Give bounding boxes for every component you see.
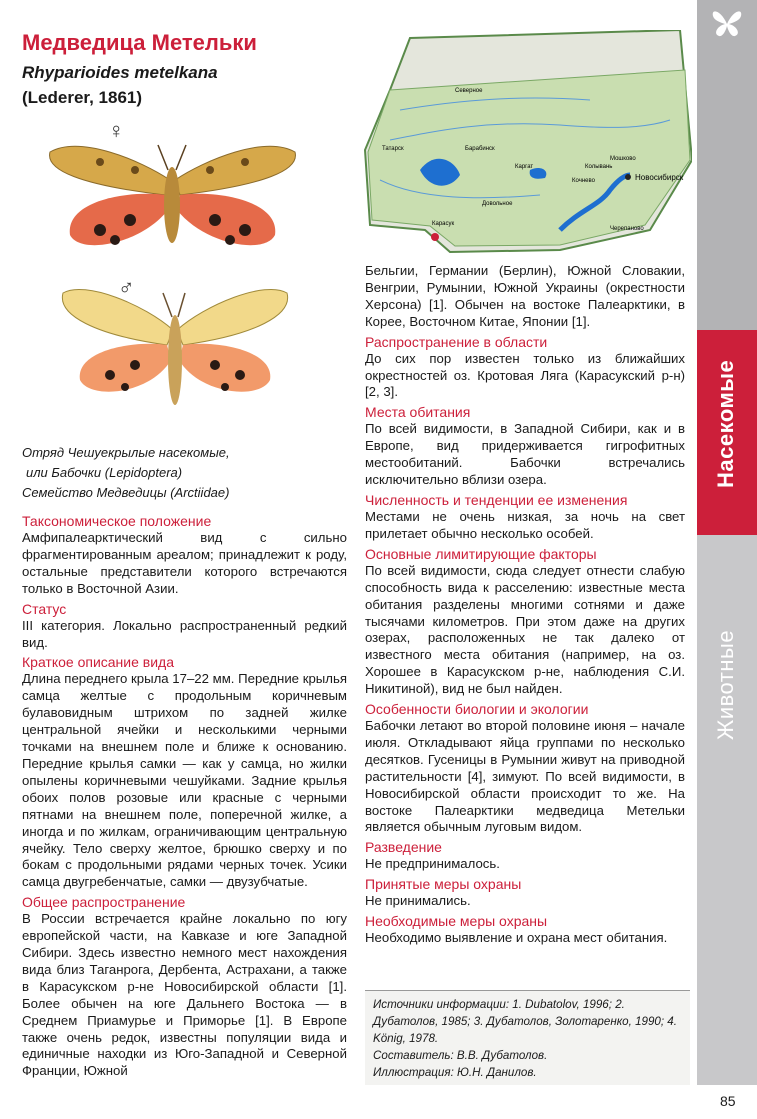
page-title: Медведица Метельки bbox=[22, 30, 257, 55]
left-column bbox=[22, 513, 347, 1083]
map-label-moshkovo: Мошково bbox=[610, 156, 636, 162]
section-text: Необходимо выявление и охрана мест обитания. bbox=[365, 930, 668, 946]
section-status bbox=[22, 601, 347, 652]
section-heading: Краткое описание вида bbox=[22, 654, 174, 671]
section-heading: Необходимые меры охраны bbox=[365, 913, 548, 930]
section-description bbox=[22, 654, 347, 891]
section-text: Бабочки летают во второй половине июня – начале июля. Откладывают яйца группами по несколько десятков. Гусеницы в Румынии живут на приводной растительности [4], зимуют. По всей видимости, в Новосибирской области происходит то же. На востоке Палеарктики медведица Метельки является обычным луговым видом. bbox=[365, 718, 685, 835]
section-label-animals: Животные bbox=[713, 629, 738, 740]
section-heading: Общее распространение bbox=[22, 894, 186, 911]
section-text: По всей видимости, в Западной Сибири, как и в Европе, вид придерживается гигрофитных местообитаний. Бабочки встречались исключительно вблизи озера. bbox=[365, 421, 685, 488]
section-label-insects: Насекомые bbox=[713, 359, 738, 488]
female-butterfly-image bbox=[40, 140, 305, 260]
taxonomy-order: Отряд Чешуекрылые насекомые, bbox=[22, 445, 230, 460]
sources-list: Источники информации: 1. Dubatolov, 1996; 2. Дубатолов, 1985; 3. Дубатолов, Золотаренко, 1990; 4. König, 1978. bbox=[373, 998, 677, 1045]
latin-name: Rhyparioides metelkana bbox=[22, 63, 218, 82]
sources-illustrator: Иллюстрация: Ю.Н. Данилов. bbox=[373, 1066, 537, 1079]
section-heading: Основные лимитирующие факторы bbox=[365, 545, 597, 562]
map-label-cherepanovo: Черепаново bbox=[610, 226, 644, 232]
section-heading: Таксономическое положение bbox=[22, 513, 212, 529]
map-label-kochnevo: Кочнево bbox=[572, 178, 595, 184]
section-text: Не принимались. bbox=[365, 893, 471, 909]
section-text: III категория. Локально распространенный редкий вид. bbox=[22, 617, 347, 650]
taxonomy-block bbox=[22, 443, 342, 503]
section-text: Не предпринималось. bbox=[365, 856, 500, 872]
butterfly-icon bbox=[707, 6, 747, 42]
section-heading: Распространение в области bbox=[365, 333, 548, 350]
sidebar-band-bottom bbox=[697, 535, 757, 1119]
female-symbol: ♀ bbox=[108, 118, 125, 143]
section-regional-distribution bbox=[365, 334, 685, 402]
map-label-severnoe: Северное bbox=[455, 88, 483, 94]
section-text: До сих пор известен только из ближайших окрестностей оз. Кротовая Ляга (Карасукский р-н) [2, 3]. bbox=[365, 350, 685, 400]
section-breeding bbox=[365, 839, 685, 873]
right-column bbox=[365, 263, 685, 950]
section-heading: Статус bbox=[22, 600, 67, 617]
section-measures-needed bbox=[365, 913, 685, 947]
page-number: 85 bbox=[720, 1093, 736, 1109]
section-measures-taken bbox=[365, 876, 685, 910]
sources-compiler: Составитель: В.В. Дубатолов. bbox=[373, 1049, 548, 1062]
map-label-barabinsk: Барабинск bbox=[465, 146, 495, 152]
section-general-distribution bbox=[22, 894, 347, 1080]
distribution-continuation: Бельгии, Германии (Берлин), Южной Словакии, Венгрии, Румынии, Южной Украины (окрестности Херсона) [1]. Обычен на востоке Палеарктики, в Корее, Восточном Китае, Японии [1]. bbox=[365, 263, 685, 329]
map-label-tatarsk: Татарск bbox=[382, 146, 404, 152]
species-author: (Lederer, 1861) bbox=[22, 88, 143, 107]
section-biology bbox=[365, 701, 685, 836]
section-text: Длина переднего крыла 17–22 мм. Передние крылья самца желтые с продольным коричневым булавовидным штрихом по задней жилке центральной ячейки и несколькими черными точками на внешнем поле и ближе к основанию. Передние крылья самки — как у самца, но жилки опылены коричневыми чешуйками. Задние крылья обоих полов розовые или красные с черными пятнами на внешнем поле, поперечной жилке, а иногда и по жилкам, ограничивающим центральную ячейку. Тело сверху желтое, брюшко сверху и по бокам с продольными рядами черных точек. Усики самца двугребенчатые, самки — двузубчатые. bbox=[22, 671, 347, 890]
male-symbol: ♂ bbox=[118, 275, 135, 300]
section-heading: Места обитания bbox=[365, 404, 471, 421]
section-heading: Разведение bbox=[365, 839, 442, 856]
map-label-kolyvan: Колывань bbox=[585, 164, 613, 170]
distribution-map bbox=[360, 30, 692, 260]
section-text: Амфипалеарктический вид с сильно фрагментированным ареалом; принадлежит к роду, остальные представители которого встречаются только в Восточной Азии. bbox=[22, 530, 347, 596]
map-label-karasuk: Карасук bbox=[432, 221, 455, 227]
map-label-kargat: Каргат bbox=[515, 164, 534, 170]
taxonomy-family: Семейство Медведицы (Arctiidae) bbox=[22, 485, 230, 500]
map-label-novosibirsk: Новосибирск bbox=[635, 173, 684, 182]
section-abundance bbox=[365, 492, 685, 543]
section-limiting-factors bbox=[365, 546, 685, 698]
section-text: Местами не очень низкая, за ночь на свет прилетает обычно несколько особей. bbox=[365, 508, 685, 541]
section-heading: Особенности биологии и экологии bbox=[365, 701, 589, 718]
section-taxonomic-position bbox=[22, 513, 347, 598]
section-text: По всей видимости, сюда следует отнести слабую способность вида к расселению: известные места обитания разделены многими сотнями и даже тысячами километров. При этом даже на других озерах, расположенных не так далеко от известного места обитания (например, на оз. Хорошее в Карасукском р-не, наблюдения С.И. Никитиной), вид не был найден. bbox=[365, 562, 685, 697]
section-heading: Численность и тенденции ее изменения bbox=[365, 491, 628, 508]
map-label-dovolnoe: Довольное bbox=[482, 201, 513, 207]
male-butterfly-image bbox=[55, 285, 295, 415]
section-heading: Принятые меры охраны bbox=[365, 876, 522, 893]
section-text: В России встречается крайне локально по югу европейской части, на Кавказе и юге Западной Сибири. Здесь известно немного мест нахождения вида близ Таганрога, Дербента, Астрахани, а также в Карасукском р-не Новосибирской области [1]. Более обычен на юге Дальнего Востока — в Среднем Приамурье и Приморье [1]. В Европе также очень редок, известны популяции вида и единичные находки из Юго-Западной и Северной Франции, Южной bbox=[22, 911, 347, 1079]
taxonomy-order-alt: или Бабочки (Lepidoptera) bbox=[26, 465, 183, 480]
sources-box bbox=[365, 990, 690, 1085]
section-habitats bbox=[365, 404, 685, 489]
